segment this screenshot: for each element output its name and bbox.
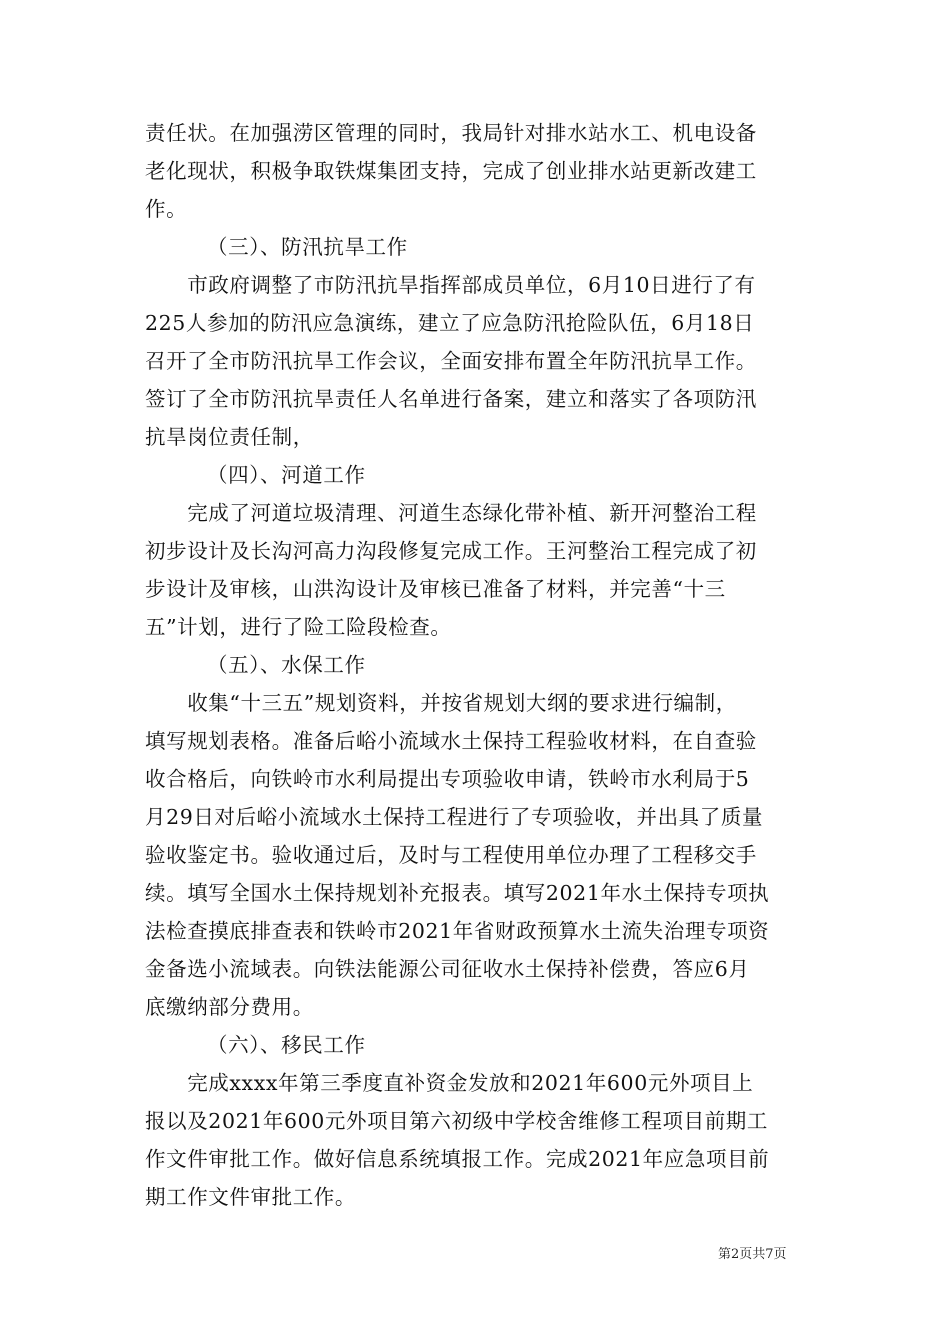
- text-line: 责任状。在加强涝区管理的同时，我局针对排水站水工、机电设备: [145, 121, 757, 145]
- text-line: 225人参加的防汛应急演练，建立了应急防汛抢险队伍，6月18日: [145, 311, 755, 335]
- section-heading-6: （六）、移民工作: [207, 1033, 366, 1057]
- text-line: 市政府调整了市防汛抗旱指挥部成员单位，6月10日进行了有: [145, 273, 756, 297]
- text-line: 作。: [145, 197, 188, 221]
- section-heading-3: （三）、防汛抗旱工作: [207, 235, 408, 259]
- text-line: 收合格后，向铁岭市水利局提出专项验收申请，铁岭市水利局于5: [145, 767, 750, 791]
- text-line: 收集“十三五”规划资料，并按省规划大纲的要求进行编制，: [145, 691, 737, 715]
- text-line: 初步设计及长沟河高力沟段修复完成工作。王河整治工程完成了初: [145, 539, 757, 563]
- text-line: 底缴纳部分费用。: [145, 995, 314, 1019]
- text-line: 完成xxxx年第三季度直补资金发放和2021年600元外项目上: [145, 1071, 754, 1095]
- text-line: 五”计划，进行了险工险段检查。: [145, 615, 452, 639]
- text-line: 签订了全市防汛抗旱责任人名单进行备案，建立和落实了各项防汛: [145, 387, 757, 411]
- text-line: 老化现状，积极争取铁煤集团支持，完成了创业排水站更新改建工: [145, 159, 757, 183]
- text-line: 月29日对后峪小流域水土保持工程进行了专项验收，并出具了质量: [145, 805, 764, 829]
- text-line: 期工作文件审批工作。: [145, 1185, 356, 1209]
- text-line: 填写规划表格。准备后峪小流域水土保持工程验收材料，在自查验: [145, 729, 757, 753]
- text-line: 作文件审批工作。做好信息系统填报工作。完成2021年应急项目前: [145, 1147, 770, 1171]
- section-heading-5: （五）、水保工作: [207, 653, 366, 677]
- text-line: 续。填写全国水土保持规划补充报表。填写2021年水土保持专项执: [145, 881, 770, 905]
- text-line: 报以及2021年600元外项目第六初级中学校舍维修工程项目前期工: [145, 1109, 768, 1133]
- text-line: 步设计及审核，山洪沟设计及审核已准备了材料，并完善“十三: [145, 577, 726, 601]
- text-line: 验收鉴定书。验收通过后，及时与工程使用单位办理了工程移交手: [145, 843, 757, 867]
- text-line: 抗旱岗位责任制，: [145, 425, 314, 449]
- page-number: 第2页共7页: [718, 1247, 787, 1262]
- text-line: 法检查摸底排查表和铁岭市2021年省财政预算水土流失治理专项资: [145, 919, 770, 943]
- document-body: [145, 114, 807, 1216]
- text-line: 召开了全市防汛抗旱工作会议，全面安排布置全年防汛抗旱工作。: [145, 349, 757, 373]
- section-heading-4: （四）、河道工作: [207, 463, 366, 487]
- text-line: 金备选小流域表。向铁法能源公司征收水土保持补偿费，答应6月: [145, 957, 750, 981]
- text-line: 完成了河道垃圾清理、河道生态绿化带补植、新开河整治工程: [145, 501, 757, 525]
